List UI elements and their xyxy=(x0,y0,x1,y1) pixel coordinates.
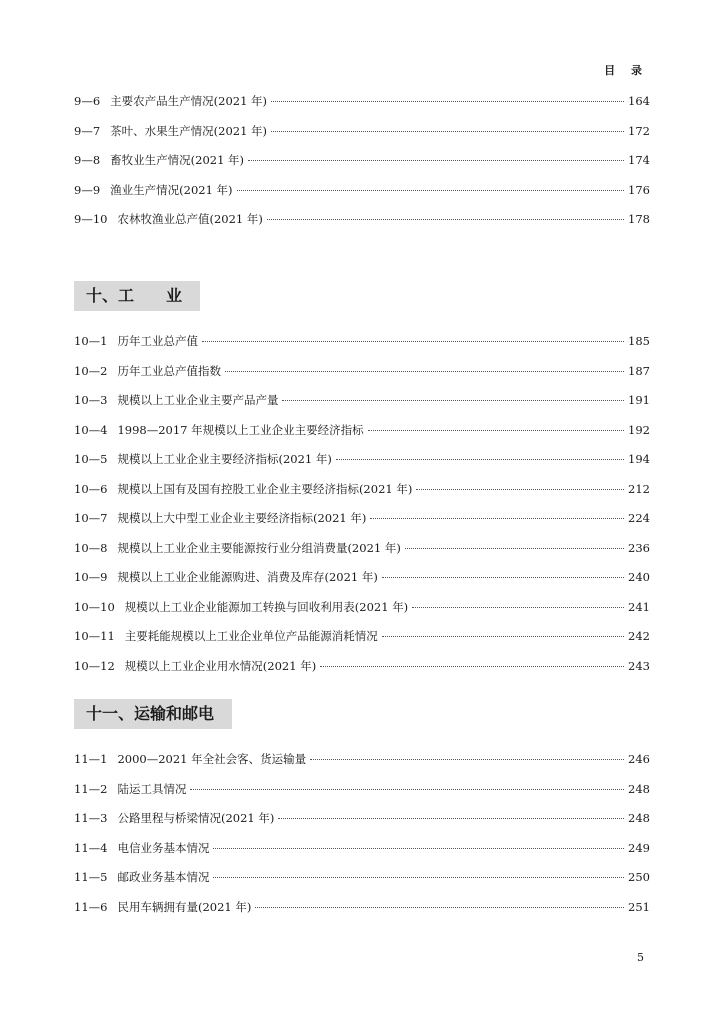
toc-row[interactable] xyxy=(74,563,650,593)
toc-entry-page: 248 xyxy=(628,781,650,796)
toc-entry-page: 240 xyxy=(628,570,650,584)
leader-dots xyxy=(368,429,624,431)
toc-row[interactable] xyxy=(74,593,650,623)
toc-entry-title: 规模以上工业企业用水情况(2021 年) xyxy=(124,658,317,673)
leader-dots xyxy=(271,100,624,102)
leader-dots xyxy=(382,635,624,637)
toc-entry-page: 176 xyxy=(628,182,650,197)
toc-entry-title: 规模以上工业企业能源加工转换与回收利用表(2021 年) xyxy=(124,599,409,614)
toc-entry-number: 10—11 xyxy=(74,629,115,643)
chapter-heading-industry: 十、工 业 xyxy=(74,281,200,311)
toc-section-agriculture xyxy=(74,87,650,235)
leader-dots xyxy=(267,218,624,220)
toc-row[interactable] xyxy=(74,652,650,682)
toc-row[interactable] xyxy=(74,386,650,416)
toc-entry-page: 174 xyxy=(628,153,650,167)
toc-entry-title: 规模以上大中型工业企业主要经济指标(2021 年) xyxy=(117,511,367,525)
leader-dots xyxy=(225,370,624,372)
toc-entry-page: 187 xyxy=(628,363,650,378)
toc-row[interactable] xyxy=(74,416,650,446)
toc-entry-title: 民用车辆拥有量(2021 年) xyxy=(117,899,252,914)
toc-row[interactable] xyxy=(74,863,650,893)
toc-entry-number: 11—3 xyxy=(74,811,108,825)
toc-entry-title: 历年工业总产值指数 xyxy=(117,363,221,378)
leader-dots xyxy=(248,159,624,161)
toc-row[interactable] xyxy=(74,117,650,147)
toc-entry-number: 10—4 xyxy=(74,422,108,437)
toc-row[interactable] xyxy=(74,775,650,805)
toc-entry-title: 渔业生产情况(2021 年) xyxy=(110,182,233,197)
toc-entry-page: 251 xyxy=(628,899,650,914)
leader-dots xyxy=(320,665,624,667)
toc-entry-number: 10—3 xyxy=(74,393,108,407)
leader-dots xyxy=(416,488,624,490)
toc-entry-title: 规模以上工业企业能源购进、消费及库存(2021 年) xyxy=(117,570,378,584)
toc-entry-title: 主要农产品生产情况(2021 年) xyxy=(110,94,268,108)
leader-dots xyxy=(405,547,624,549)
toc-entry-page: 212 xyxy=(628,481,650,496)
toc-entry-page: 236 xyxy=(628,540,650,555)
toc-entry-number: 10—7 xyxy=(74,511,108,525)
toc-entry-number: 11—4 xyxy=(74,840,108,855)
toc-entry-title: 2000—2021 年全社会客、货运输量 xyxy=(117,752,307,766)
toc-entry-title: 陆运工具情况 xyxy=(117,781,187,796)
toc-row[interactable] xyxy=(74,87,650,117)
toc-entry-title: 电信业务基本情况 xyxy=(117,840,210,855)
leader-dots xyxy=(282,399,624,401)
page-header-title: 目 录 xyxy=(604,64,648,77)
toc-row[interactable] xyxy=(74,534,650,564)
toc-row[interactable] xyxy=(74,834,650,864)
toc-entry-page: 250 xyxy=(628,870,650,884)
toc-entry-title: 公路里程与桥梁情况(2021 年) xyxy=(117,811,275,825)
toc-entry-page: 241 xyxy=(628,599,650,614)
toc-row[interactable] xyxy=(74,146,650,176)
leader-dots xyxy=(412,606,624,608)
toc-entry-page: 192 xyxy=(628,422,650,437)
toc-entry-title: 规模以上工业企业主要经济指标(2021 年) xyxy=(117,452,332,466)
toc-entry-number: 10—5 xyxy=(74,452,108,466)
toc-entry-number: 9—8 xyxy=(74,153,101,167)
toc-entry-title: 规模以上工业企业主要能源按行业分组消费量(2021 年) xyxy=(117,540,401,555)
toc-entry-number: 10—6 xyxy=(74,481,108,496)
toc-entry-number: 10—9 xyxy=(74,570,108,584)
toc-entry-page: 249 xyxy=(628,840,650,855)
toc-entry-title: 茶叶、水果生产情况(2021 年) xyxy=(110,123,268,138)
toc-row[interactable] xyxy=(74,176,650,206)
toc-entry-title: 主要耗能规模以上工业企业单位产品能源消耗情况 xyxy=(124,629,378,643)
toc-entry-title: 规模以上工业企业主要产品产量 xyxy=(117,393,279,407)
toc-entry-title: 历年工业总产值 xyxy=(117,334,198,348)
toc-row[interactable] xyxy=(74,357,650,387)
toc-entry-page: 246 xyxy=(628,752,650,766)
leader-dots xyxy=(310,758,624,760)
toc-section-transport-post xyxy=(74,745,650,922)
toc-entry-title: 畜牧业生产情况(2021 年) xyxy=(110,153,245,167)
toc-entry-title: 邮政业务基本情况 xyxy=(117,870,210,884)
toc-entry-number: 9—6 xyxy=(74,94,101,108)
toc-row[interactable] xyxy=(74,893,650,923)
toc-entry-number: 9—7 xyxy=(74,123,101,138)
chapter-heading-transport-post: 十一、运输和邮电 xyxy=(74,699,232,729)
toc-entry-page: 224 xyxy=(628,511,650,525)
toc-row[interactable] xyxy=(74,804,650,834)
toc-entry-title: 农林牧渔业总产值(2021 年) xyxy=(117,212,263,226)
toc-entry-number: 9—9 xyxy=(74,182,101,197)
toc-entry-page: 178 xyxy=(628,212,650,226)
toc-entry-number: 9—10 xyxy=(74,212,108,226)
leader-dots xyxy=(271,130,624,132)
toc-entry-number: 10—8 xyxy=(74,540,108,555)
toc-row[interactable] xyxy=(74,445,650,475)
leader-dots xyxy=(278,817,624,819)
leader-dots xyxy=(382,576,624,578)
toc-section-industry xyxy=(74,327,650,681)
leader-dots xyxy=(336,458,624,460)
toc-entry-page: 248 xyxy=(628,811,650,825)
leader-dots xyxy=(202,340,624,342)
toc-entry-page: 191 xyxy=(628,393,650,407)
toc-entry-page: 172 xyxy=(628,123,650,138)
toc-row[interactable] xyxy=(74,327,650,357)
page-number: 5 xyxy=(637,951,644,964)
toc-row[interactable] xyxy=(74,205,650,235)
toc-row[interactable] xyxy=(74,622,650,652)
leader-dots xyxy=(190,788,624,790)
toc-row[interactable] xyxy=(74,745,650,775)
toc-entry-page: 194 xyxy=(628,452,650,466)
toc-row[interactable] xyxy=(74,504,650,534)
leader-dots xyxy=(370,517,624,519)
leader-dots xyxy=(255,906,624,908)
toc-entry-number: 10—1 xyxy=(74,334,108,348)
leader-dots xyxy=(213,847,624,849)
toc-entry-number: 10—2 xyxy=(74,363,108,378)
toc-entry-title: 规模以上国有及国有控股工业企业主要经济指标(2021 年) xyxy=(117,481,413,496)
leader-dots xyxy=(213,876,624,878)
toc-entry-page: 164 xyxy=(628,94,650,108)
toc-entry-number: 11—1 xyxy=(74,752,108,766)
toc-entry-number: 11—6 xyxy=(74,899,108,914)
toc-row[interactable] xyxy=(74,475,650,505)
toc-entry-number: 10—10 xyxy=(74,599,115,614)
toc-entry-number: 10—12 xyxy=(74,658,115,673)
leader-dots xyxy=(237,189,625,191)
toc-entry-number: 11—5 xyxy=(74,870,108,884)
toc-entry-title: 1998—2017 年规模以上工业企业主要经济指标 xyxy=(117,422,364,437)
toc-entry-page: 185 xyxy=(628,334,650,348)
toc-entry-page: 242 xyxy=(628,629,650,643)
toc-entry-number: 11—2 xyxy=(74,781,108,796)
toc-entry-page: 243 xyxy=(628,658,650,673)
